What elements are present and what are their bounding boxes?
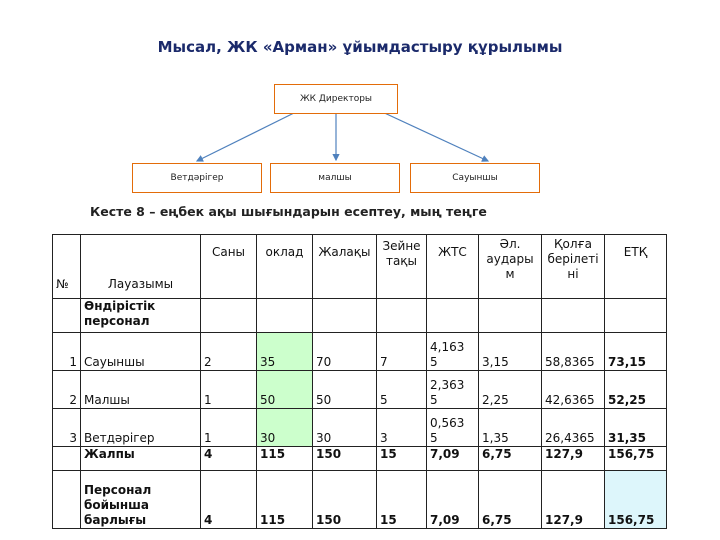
table-row <box>53 409 667 447</box>
grand-total-extra: 127,9 <box>542 471 605 529</box>
subtotal-row <box>53 447 667 471</box>
subtotal-wage: 150 <box>313 447 377 471</box>
subtotal-label: Жалпы <box>81 447 201 471</box>
header-position: Лауазымы <box>81 235 201 299</box>
grand-total-count: 4 <box>201 471 257 529</box>
row-salary: 30 <box>257 409 313 447</box>
subtotal-vat: 7,09 <box>427 447 479 471</box>
row-bonus: 7 <box>377 333 427 371</box>
org-node-herder: малшы <box>270 163 400 193</box>
row-wage: 50 <box>313 371 377 409</box>
row-num: 2 <box>53 371 81 409</box>
org-node-milker: Сауыншы <box>410 163 540 193</box>
row-num: 1 <box>53 333 81 371</box>
row-total: 52,25 <box>605 371 667 409</box>
row-count: 1 <box>201 409 257 447</box>
row-total: 73,15 <box>605 333 667 371</box>
row-num: 3 <box>53 409 81 447</box>
row-position: Ветдәрігер <box>81 409 201 447</box>
row-social: 1,35 <box>479 409 542 447</box>
grand-total-total: 156,75 <box>605 471 667 529</box>
subtotal-bonus: 15 <box>377 447 427 471</box>
row-social: 2,25 <box>479 371 542 409</box>
header-wage: Жалақы <box>313 235 377 299</box>
grand-total-salary: 115 <box>257 471 313 529</box>
header-extra: Қолға берілеті ні <box>542 235 605 299</box>
row-vat: 2,363 5 <box>427 371 479 409</box>
row-bonus: 3 <box>377 409 427 447</box>
subtotal-total: 156,75 <box>605 447 667 471</box>
row-social: 3,15 <box>479 333 542 371</box>
header-social: Әл. аудары м <box>479 235 542 299</box>
section-label: Өндірістік персонал <box>81 299 201 333</box>
row-extra: 58,8365 <box>542 333 605 371</box>
row-salary: 50 <box>257 371 313 409</box>
row-position: Сауыншы <box>81 333 201 371</box>
page-title: Мысал, ЖК «Арман» ұйымдастыру құрылымы <box>157 38 563 56</box>
wage-table <box>52 234 667 529</box>
grand-total-label: Персонал бойынша барлығы <box>81 471 201 529</box>
grand-total-social: 6,75 <box>479 471 542 529</box>
table-row <box>53 371 667 409</box>
subtotal-salary: 115 <box>257 447 313 471</box>
table-caption: Кесте 8 – еңбек ақы шығындарын есептеу, мың теңге <box>90 204 487 219</box>
header-bonus: Зейне тақы <box>377 235 427 299</box>
header-vat: ЖТС <box>427 235 479 299</box>
row-position: Малшы <box>81 371 201 409</box>
section-row <box>53 299 667 333</box>
grand-total-vat: 7,09 <box>427 471 479 529</box>
grand-total-bonus: 15 <box>377 471 427 529</box>
row-wage: 70 <box>313 333 377 371</box>
row-vat: 4,163 5 <box>427 333 479 371</box>
org-node-director: ЖК Директоры <box>274 84 398 114</box>
row-bonus: 5 <box>377 371 427 409</box>
header-salary: оклад <box>257 235 313 299</box>
row-extra: 42,6365 <box>542 371 605 409</box>
subtotal-social: 6,75 <box>479 447 542 471</box>
grand-total-row <box>53 471 667 529</box>
subtotal-count: 4 <box>201 447 257 471</box>
header-total: ЕТҚ <box>605 235 667 299</box>
grand-total-wage: 150 <box>313 471 377 529</box>
table-header-row <box>53 235 667 299</box>
row-salary: 35 <box>257 333 313 371</box>
header-count: Саны <box>201 235 257 299</box>
header-num: № <box>53 235 81 299</box>
subtotal-extra: 127,9 <box>542 447 605 471</box>
org-node-vet: Ветдәрігер <box>132 163 262 193</box>
row-extra: 26,4365 <box>542 409 605 447</box>
row-wage: 30 <box>313 409 377 447</box>
table-row <box>53 333 667 371</box>
row-total: 31,35 <box>605 409 667 447</box>
row-vat: 0,563 5 <box>427 409 479 447</box>
row-count: 2 <box>201 333 257 371</box>
row-count: 1 <box>201 371 257 409</box>
